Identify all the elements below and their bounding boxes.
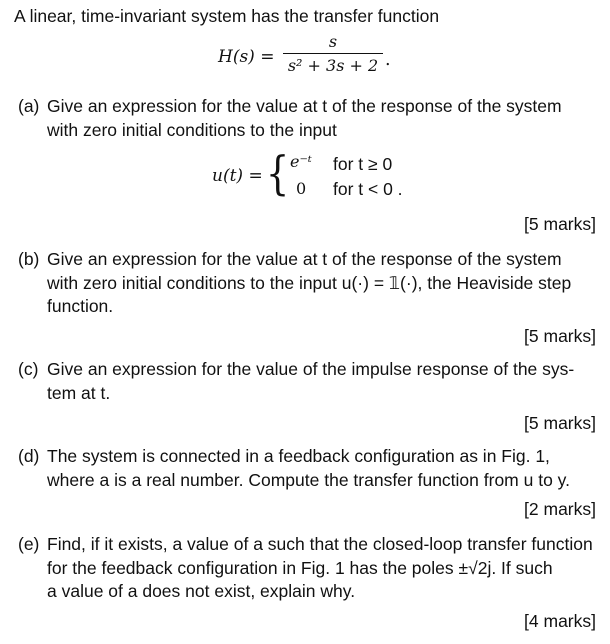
part-c-marks: [5 marks]	[524, 413, 596, 433]
case2-value: 0	[296, 179, 307, 198]
part-b-line1: Give an expression for the value at t of the response of the system	[47, 249, 562, 269]
tf-period: .	[385, 50, 391, 70]
piecewise-lhs: u(t) =	[212, 166, 263, 186]
part-e-line1: Find, if it exists, a value of a such that the closed-loop transfer function	[47, 534, 593, 554]
part-a-label: (a)	[18, 96, 40, 116]
part-e-line2: for the feedback configuration in Fig. 1 has the poles ±√2j. If such	[47, 558, 553, 578]
tf-denominator: s² + 3s + 2	[287, 56, 379, 75]
fraction-bar	[283, 53, 383, 54]
part-d-line2: where a is a real number. Compute the transfer function from u to y.	[47, 470, 570, 490]
tf-fraction	[283, 32, 383, 75]
part-b-line2: with zero initial conditions to the input u(·) = 𝟙(·), the Heaviside step	[47, 273, 572, 293]
part-a-marks: [5 marks]	[524, 214, 596, 234]
left-brace: {	[265, 146, 290, 200]
part-d-label: (d)	[18, 446, 40, 466]
case1-value: e⁻ᵗ	[290, 152, 312, 171]
part-b-label: (b)	[18, 249, 40, 269]
part-e-line3: a value of a does not exist, explain why.	[47, 581, 356, 601]
intro-text: A linear, time-invariant system has the transfer function	[14, 6, 440, 26]
part-d-line1: The system is connected in a feedback configuration as in Fig. 1,	[47, 446, 550, 466]
part-c-label: (c)	[18, 359, 39, 379]
part-c-line1: Give an expression for the value of the impulse response of the sys-	[47, 359, 575, 379]
tf-lhs: H(s) =	[218, 47, 275, 67]
part-d-marks: [2 marks]	[524, 499, 596, 519]
part-a-line2: with zero initial conditions to the input	[47, 120, 337, 140]
part-e-label: (e)	[18, 534, 40, 554]
part-b-line3: function.	[47, 296, 114, 316]
case1-condition: for t ≥ 0	[333, 154, 393, 174]
part-e-marks: [4 marks]	[524, 611, 596, 631]
case2-condition: for t < 0 .	[333, 179, 403, 199]
tf-numerator: s	[328, 32, 338, 51]
part-c-line2: tem at t.	[47, 383, 111, 403]
part-a-line1: Give an expression for the value at t of the response of the system	[47, 96, 562, 116]
part-b-marks: [5 marks]	[524, 326, 596, 346]
